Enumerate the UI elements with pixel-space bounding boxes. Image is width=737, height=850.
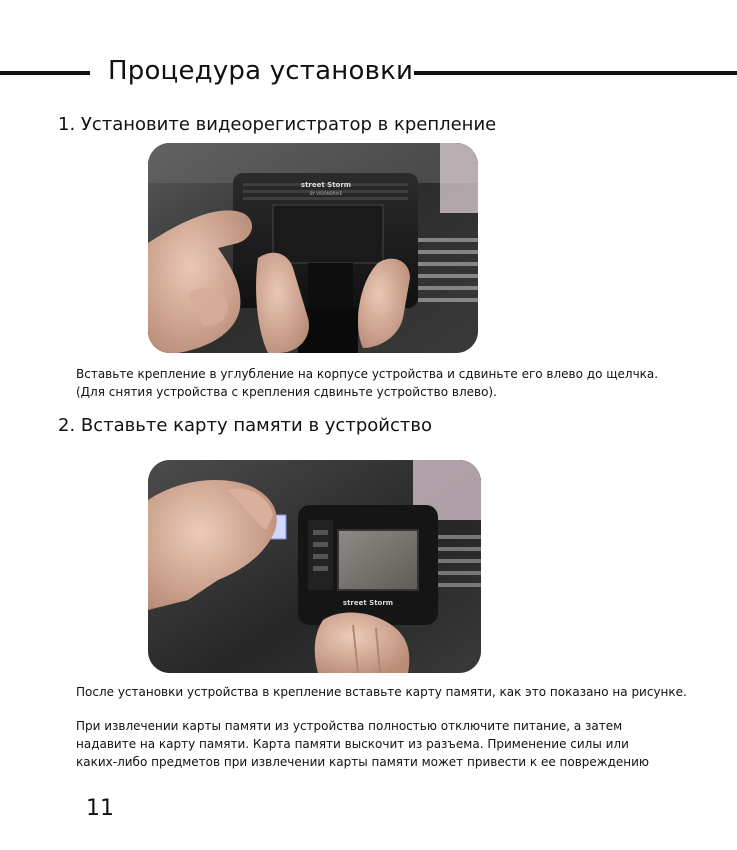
note-line-2: надавите на карту памяти. Карта памяти выскочит из разъема. Применение силы или xyxy=(76,737,629,751)
header-rule-right xyxy=(414,71,737,75)
device-sublogo-text: BY VISIONDRIVE xyxy=(309,191,343,196)
device-logo-text: street Storm xyxy=(342,599,394,607)
step-1-caption-line-1: Вставьте крепление в углубление на корпусе устройства и сдвиньте его влево до щелчка. xyxy=(76,367,659,381)
step-2-caption: После установки устройства в крепление вставьте карту памяти, как это показано на рисунке. xyxy=(76,685,687,699)
step-2-photo xyxy=(148,460,481,673)
page-number: 11 xyxy=(86,796,114,821)
device-logo-text: street Storm xyxy=(300,181,352,189)
step-2-heading: 2. Вставьте карту памяти в устройство xyxy=(58,415,432,436)
step-1-caption-line-2: (Для снятия устройства с крепления сдвиньте устройство влево). xyxy=(76,385,497,399)
step-1-photo xyxy=(148,143,478,353)
page-title: Процедура установки xyxy=(108,56,414,86)
step-1-heading: 1. Установите видеорегистратор в крепление xyxy=(58,114,497,135)
note-line-3: каких-либо предметов при извлечении карты памяти может привести к ее повреждению xyxy=(76,755,650,769)
header-rule-left xyxy=(0,71,90,75)
note-line-1: При извлечении карты памяти из устройства полностью отключите питание, а затем xyxy=(76,719,623,733)
